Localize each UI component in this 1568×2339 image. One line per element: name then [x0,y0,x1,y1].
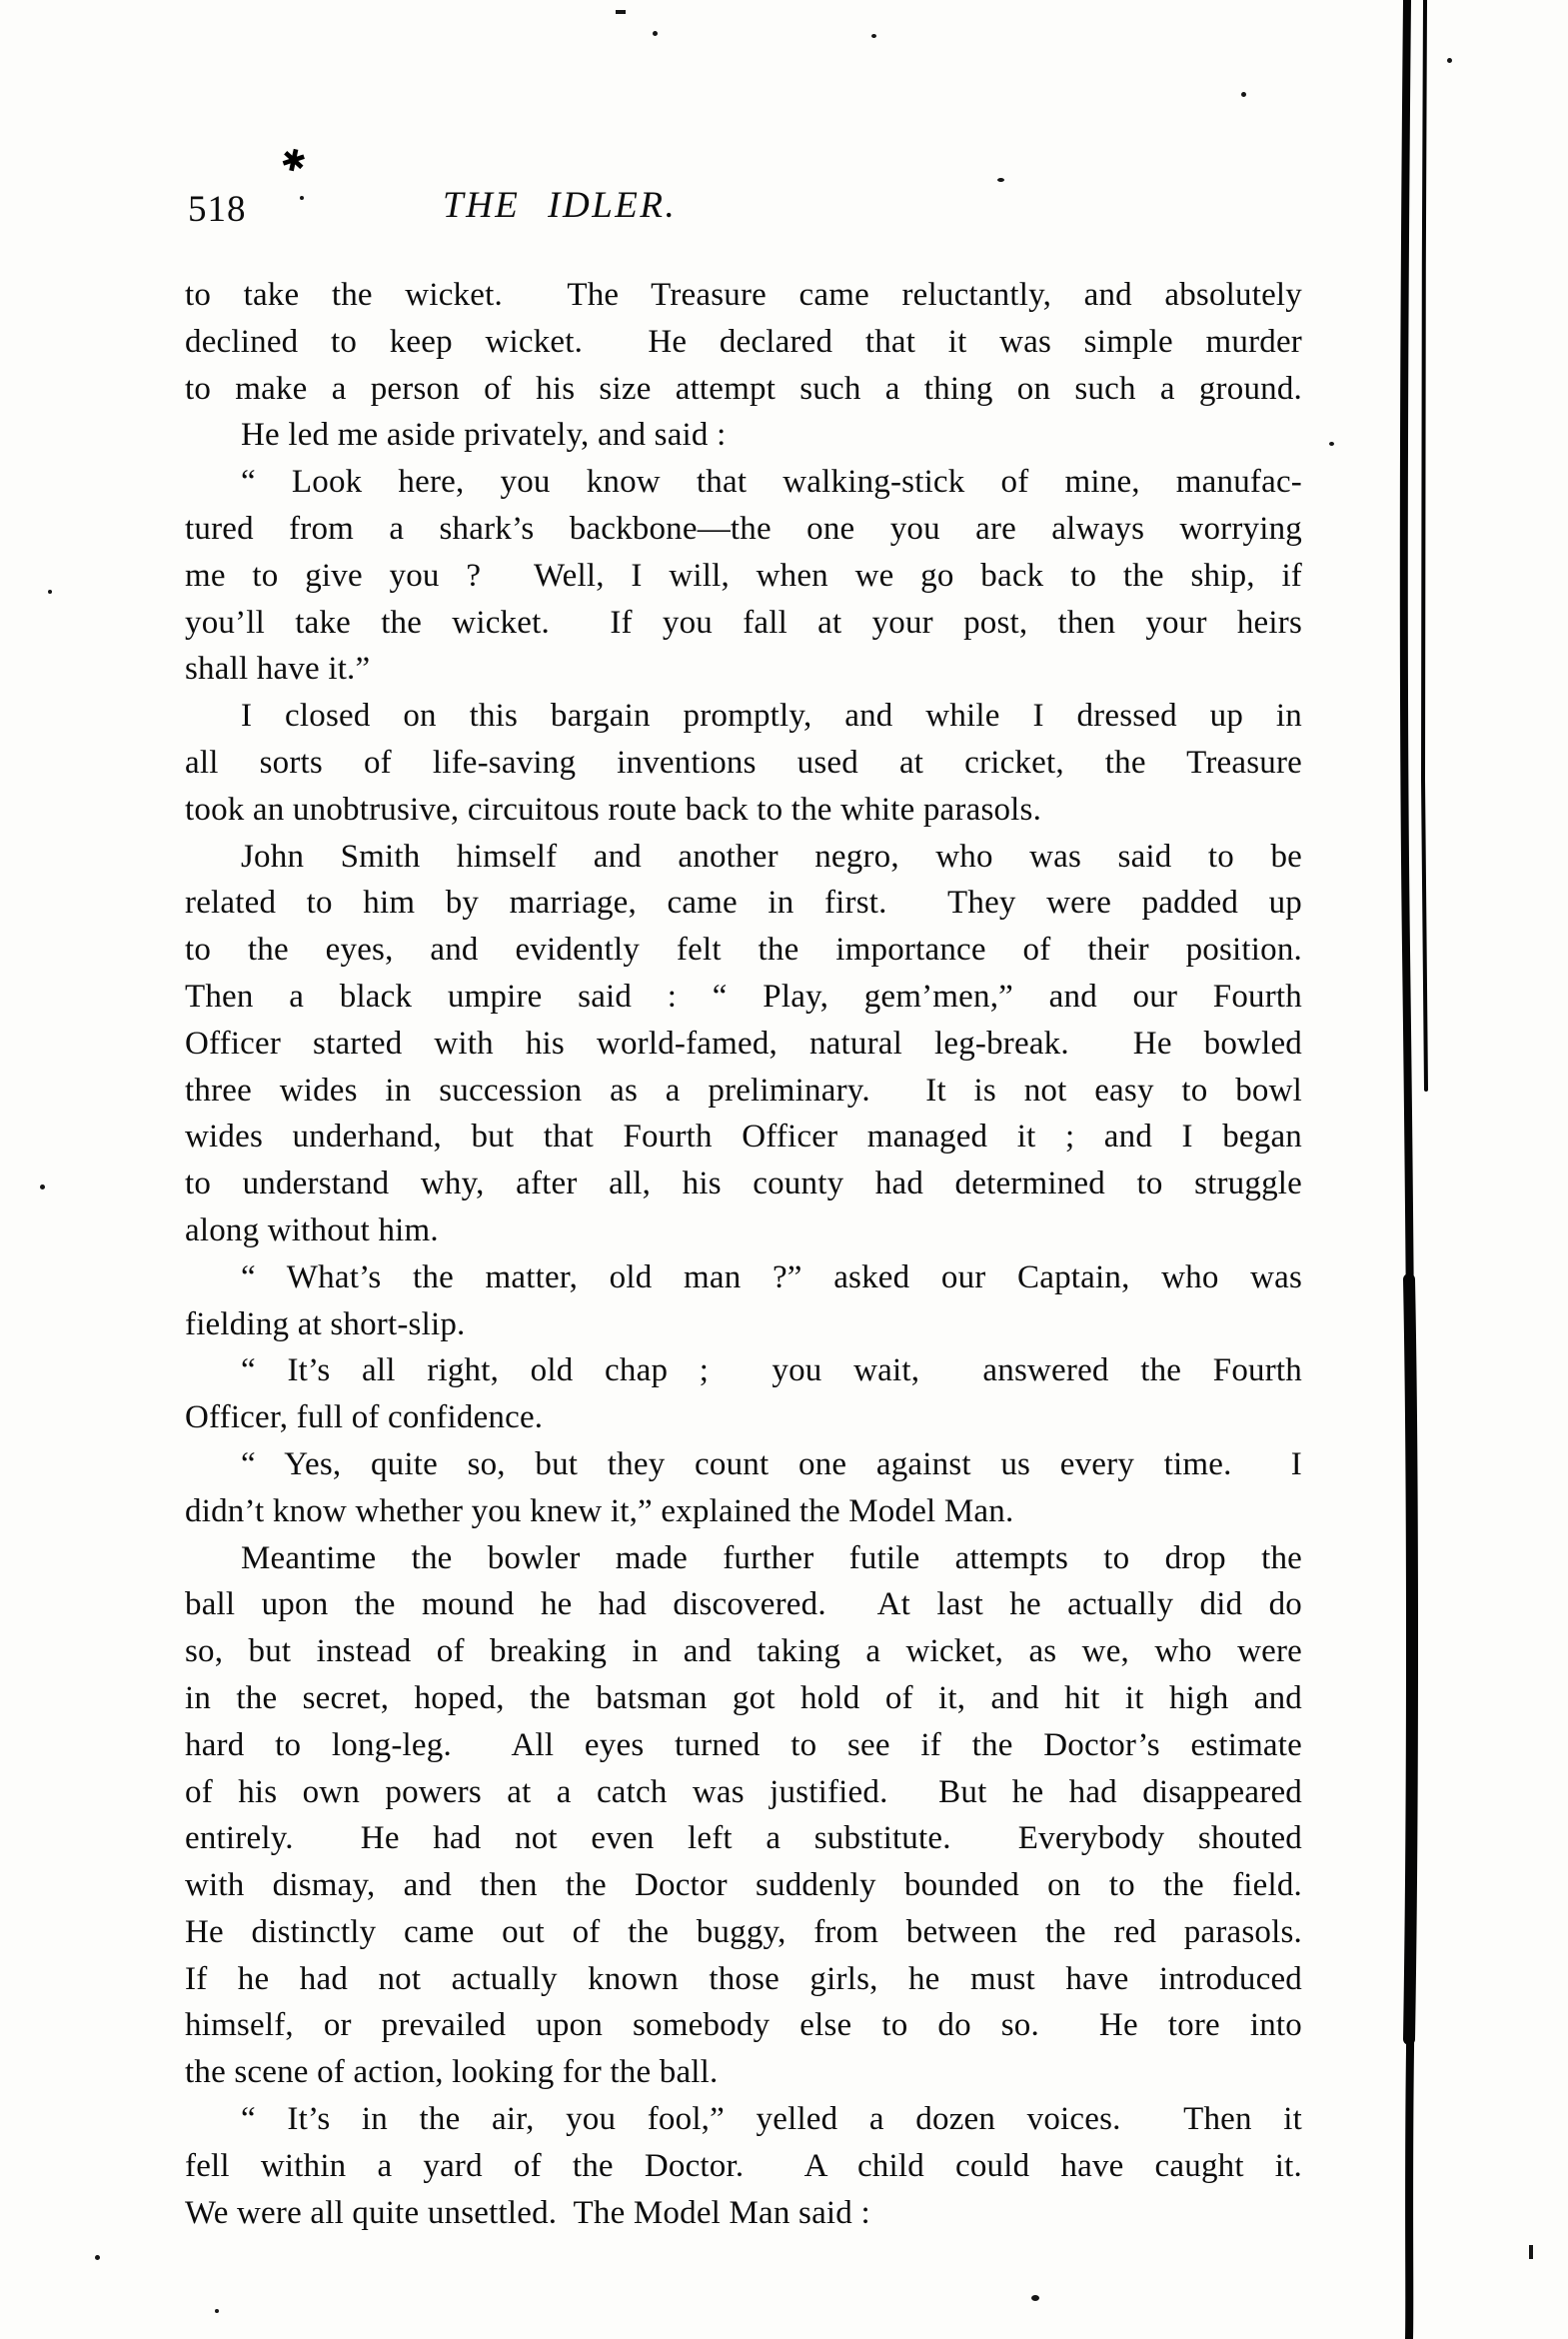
text-line: “ It’s in the air, you fool,” yelled a dozen voices. Then it [241,2101,1302,2138]
scan-speck [997,178,1004,182]
scan-speck [95,2255,100,2260]
text-line: to take the wicket. The Treasure came reluctantly, and absolutely [185,277,1302,313]
text-line: the scene of action, looking for the ball. [185,2054,719,2091]
ink-blot: ✱ [277,142,310,181]
scan-speck [1329,442,1334,446]
text-line: “ Look here, you know that walking-stick of mine, manufac- [241,464,1302,501]
text-line: took an unobtrusive, circuitous route back to the white parasols. [185,791,1042,828]
text-line: entirely. He had not even left a substitute. Everybody shouted [185,1820,1302,1857]
text-line: fielding at short-slip. [185,1305,466,1342]
text-line: to the eyes, and evidently felt the importance of their position. [185,932,1302,969]
text-line: If he had not actually known those girls, he must have introduced [185,1960,1302,1997]
scan-speck [871,34,876,38]
text-line: Officer started with his world-famed, natural leg-break. He bowled [185,1025,1302,1062]
text-line: of his own powers at a catch was justified. But he had disappeared [185,1773,1302,1810]
scan-speck [616,10,626,14]
text-line: with dismay, and then the Doctor suddenly bounded on to the field. [185,1867,1302,1904]
text-line: We were all quite unsettled. The Model Man said : [185,2194,870,2231]
scan-speck [1031,2295,1039,2301]
running-title: THE IDLER. [443,185,678,226]
text-line: related to him by marriage, came in first. They were padded up [185,885,1302,922]
text-line: He led me aside privately, and said : [241,417,727,454]
text-line: in the secret, hoped, the batsman got hold of it, and hit it high and [185,1679,1302,1716]
text-line: fell within a yard of the Doctor. A child could have caught it. [185,2147,1302,2184]
text-line: three wides in succession as a preliminary. It is not easy to bowl [185,1072,1302,1109]
scan-speck [215,2309,219,2313]
text-line: “ Yes, quite so, but they count one against us every time. I [241,1445,1302,1482]
text-line: to make a person of his size attempt such a thing on such a ground. [185,370,1302,407]
text-line: me to give you ? Well, I will, when we go back to the ship, if [185,557,1302,594]
text-line: himself, or prevailed upon somebody else to do so. He tore into [185,2007,1302,2044]
page-number: 518 [188,189,247,230]
text-line: you’ll take the wicket. If you fall at your post, then your heirs [185,604,1302,641]
text-line: declined to keep wicket. He declared that it was simple murder [185,323,1302,360]
text-line: “ What’s the matter, old man ?” asked our Captain, who was [241,1258,1302,1295]
text-line: to understand why, after all, his county had determined to struggle [185,1166,1302,1202]
body-text [185,272,1302,2236]
text-line: tured from a shark’s backbone—the one you are always worrying [185,510,1302,547]
text-line: Meantime the bowler made further futile attempts to drop the [241,1539,1302,1576]
text-line: hard to long-leg. All eyes turned to see if the Doctor’s estimate [185,1726,1302,1763]
text-line: John Smith himself and another negro, who was said to be [241,838,1302,875]
text-line: along without him. [185,1211,439,1248]
text-line: Officer, full of confidence. [185,1399,544,1436]
text-line: Then a black umpire said : “ Play, gem’men,” and our Fourth [185,978,1302,1015]
text-line: shall have it.” [185,651,371,688]
scan-speck [1529,2245,1533,2259]
scan-speck [653,31,658,36]
text-line: all sorts of life-saving inventions used at cricket, the Treasure [185,744,1302,781]
text-line: “ It’s all right, old chap ; you wait, answered the Fourth [241,1352,1302,1389]
scan-speck [40,1184,45,1189]
text-line: He distinctly came out of the buggy, from between the red parasols. [185,1913,1302,1950]
scan-speck [1447,58,1452,63]
text-line: didn’t know whether you knew it,” explained the Model Man. [185,1492,1014,1529]
book-gutter-shadow [1379,0,1479,2339]
text-line: I closed on this bargain promptly, and while I dressed up in [241,698,1302,735]
text-line: so, but instead of breaking in and taking a wicket, as we, who were [185,1633,1302,1670]
scan-speck [48,590,52,594]
text-line: wides underhand, but that Fourth Officer managed it ; and I began [185,1119,1302,1156]
scan-speck [1241,92,1246,97]
text-line: ball upon the mound he had discovered. At last he actually did do [185,1586,1302,1623]
scan-speck [300,196,304,200]
